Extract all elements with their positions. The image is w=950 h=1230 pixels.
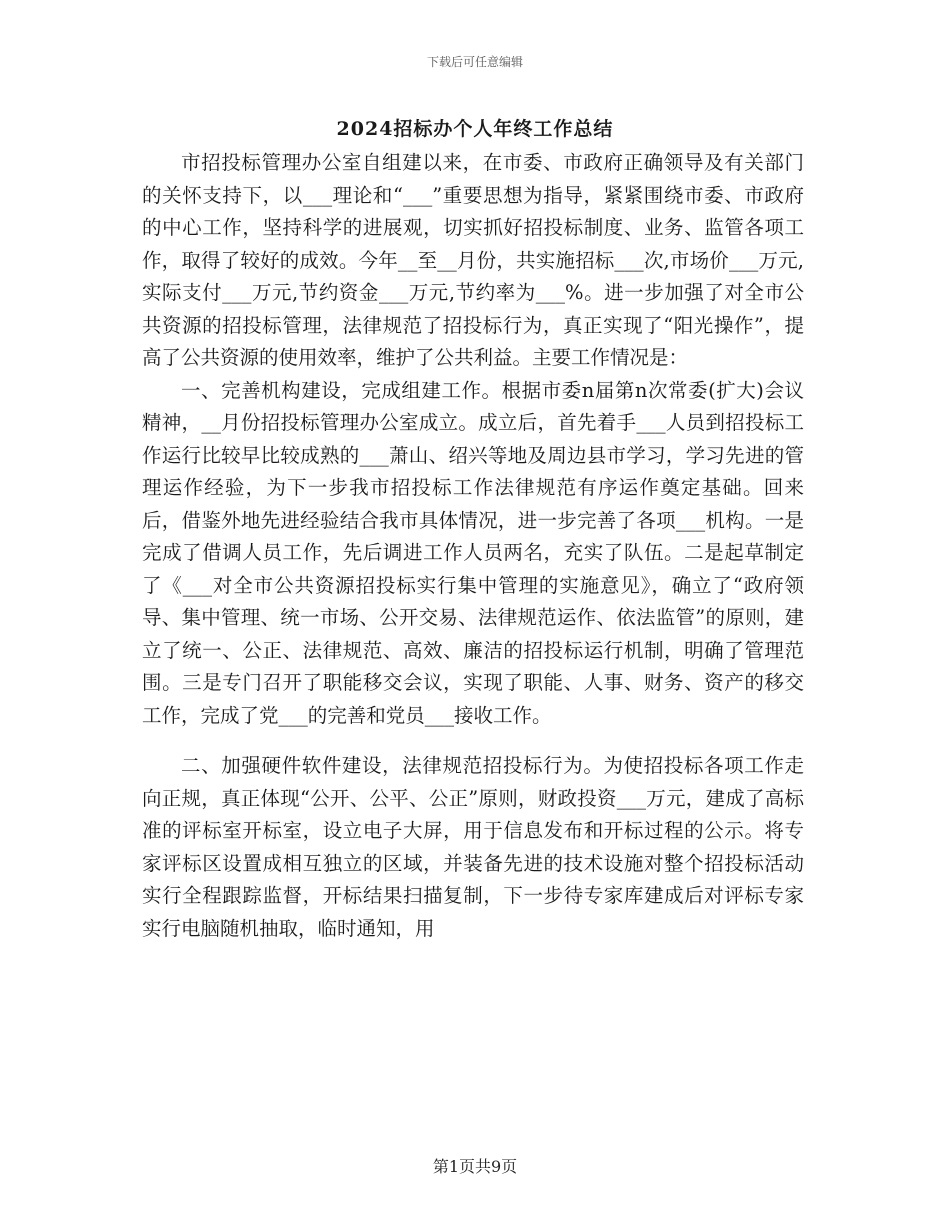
header-note: 下载后可任意编辑 — [426, 55, 523, 69]
document-body — [142, 147, 804, 945]
document-title: 2024招标办个人年终工作总结 — [336, 118, 614, 140]
paragraph-section-2: 二、加强硬件软件建设，法律规范招投标行为。为使招投标各项工作走向正规，真正体现“公开、公平、公正”原则，财政投资___万元，建成了高标准的评标室开标室，设立电子大屏，用于信息发布和开标过程的公示。将专家评标区设置成相互独立的区域，并装备先进的技术设施对整个招投标活动实行全程跟踪监督，开标结果扫描复制，下一步待专家库建成后对评标专家实行电脑随机抽取，临时通知，用 — [142, 754, 804, 940]
page-number-footer: 第1页共9页 — [432, 1157, 518, 1176]
paragraph-intro: 市招投标管理办公室自组建以来，在市委、市政府正确领导及有关部门的关怀支持下，以___理论和“___”重要思想为指导，紧紧围绕市委、市政府的中心工作，坚持科学的进展观，切实抓好招投标制度、业务、监管各项工作，取得了较好的成效。今年__至__月份，共实施招标___次,市场价___万元,实际支付___万元,节约资金___万元,节约率为___%。进一步加强了对全市公共资源的招投标管理，法律规范了招投标行为，真正实现了“阳光操作”，提高了公共资源的使用效率，维护了公共利益。主要工作情况是： — [142, 151, 804, 369]
paragraph-section-1: 一、完善机构建设，完成组建工作。根据市委n届第n次常委(扩大)会议精神，__月份招投标管理办公室成立。成立后，首先着手___人员到招投标工作运行比较早比较成熟的___萧山、绍兴等地及周边县市学习，学习先进的管理运作经验，为下一步我市招投标工作法律规范有序运作奠定基础。回来后，借鉴外地先进经验结合我市具体情况，进一步完善了各项___机构。一是完成了借调人员工作，先后调进工作人员两名，充实了队伍。二是起草制定了《___对全市公共资源招投标实行集中管理的实施意见》，确立了“政府领导、集中管理、统一市场、公开交易、法律规范运作、依法监管”的原则，建立了统一、公正、法律规范、高效、廉洁的招投标运行机制，明确了管理范围。三是专门召开了职能移交会议，实现了职能、人事、财务、资产的移交工作，完成了党___的完善和党员___接收工作。 — [142, 378, 804, 727]
